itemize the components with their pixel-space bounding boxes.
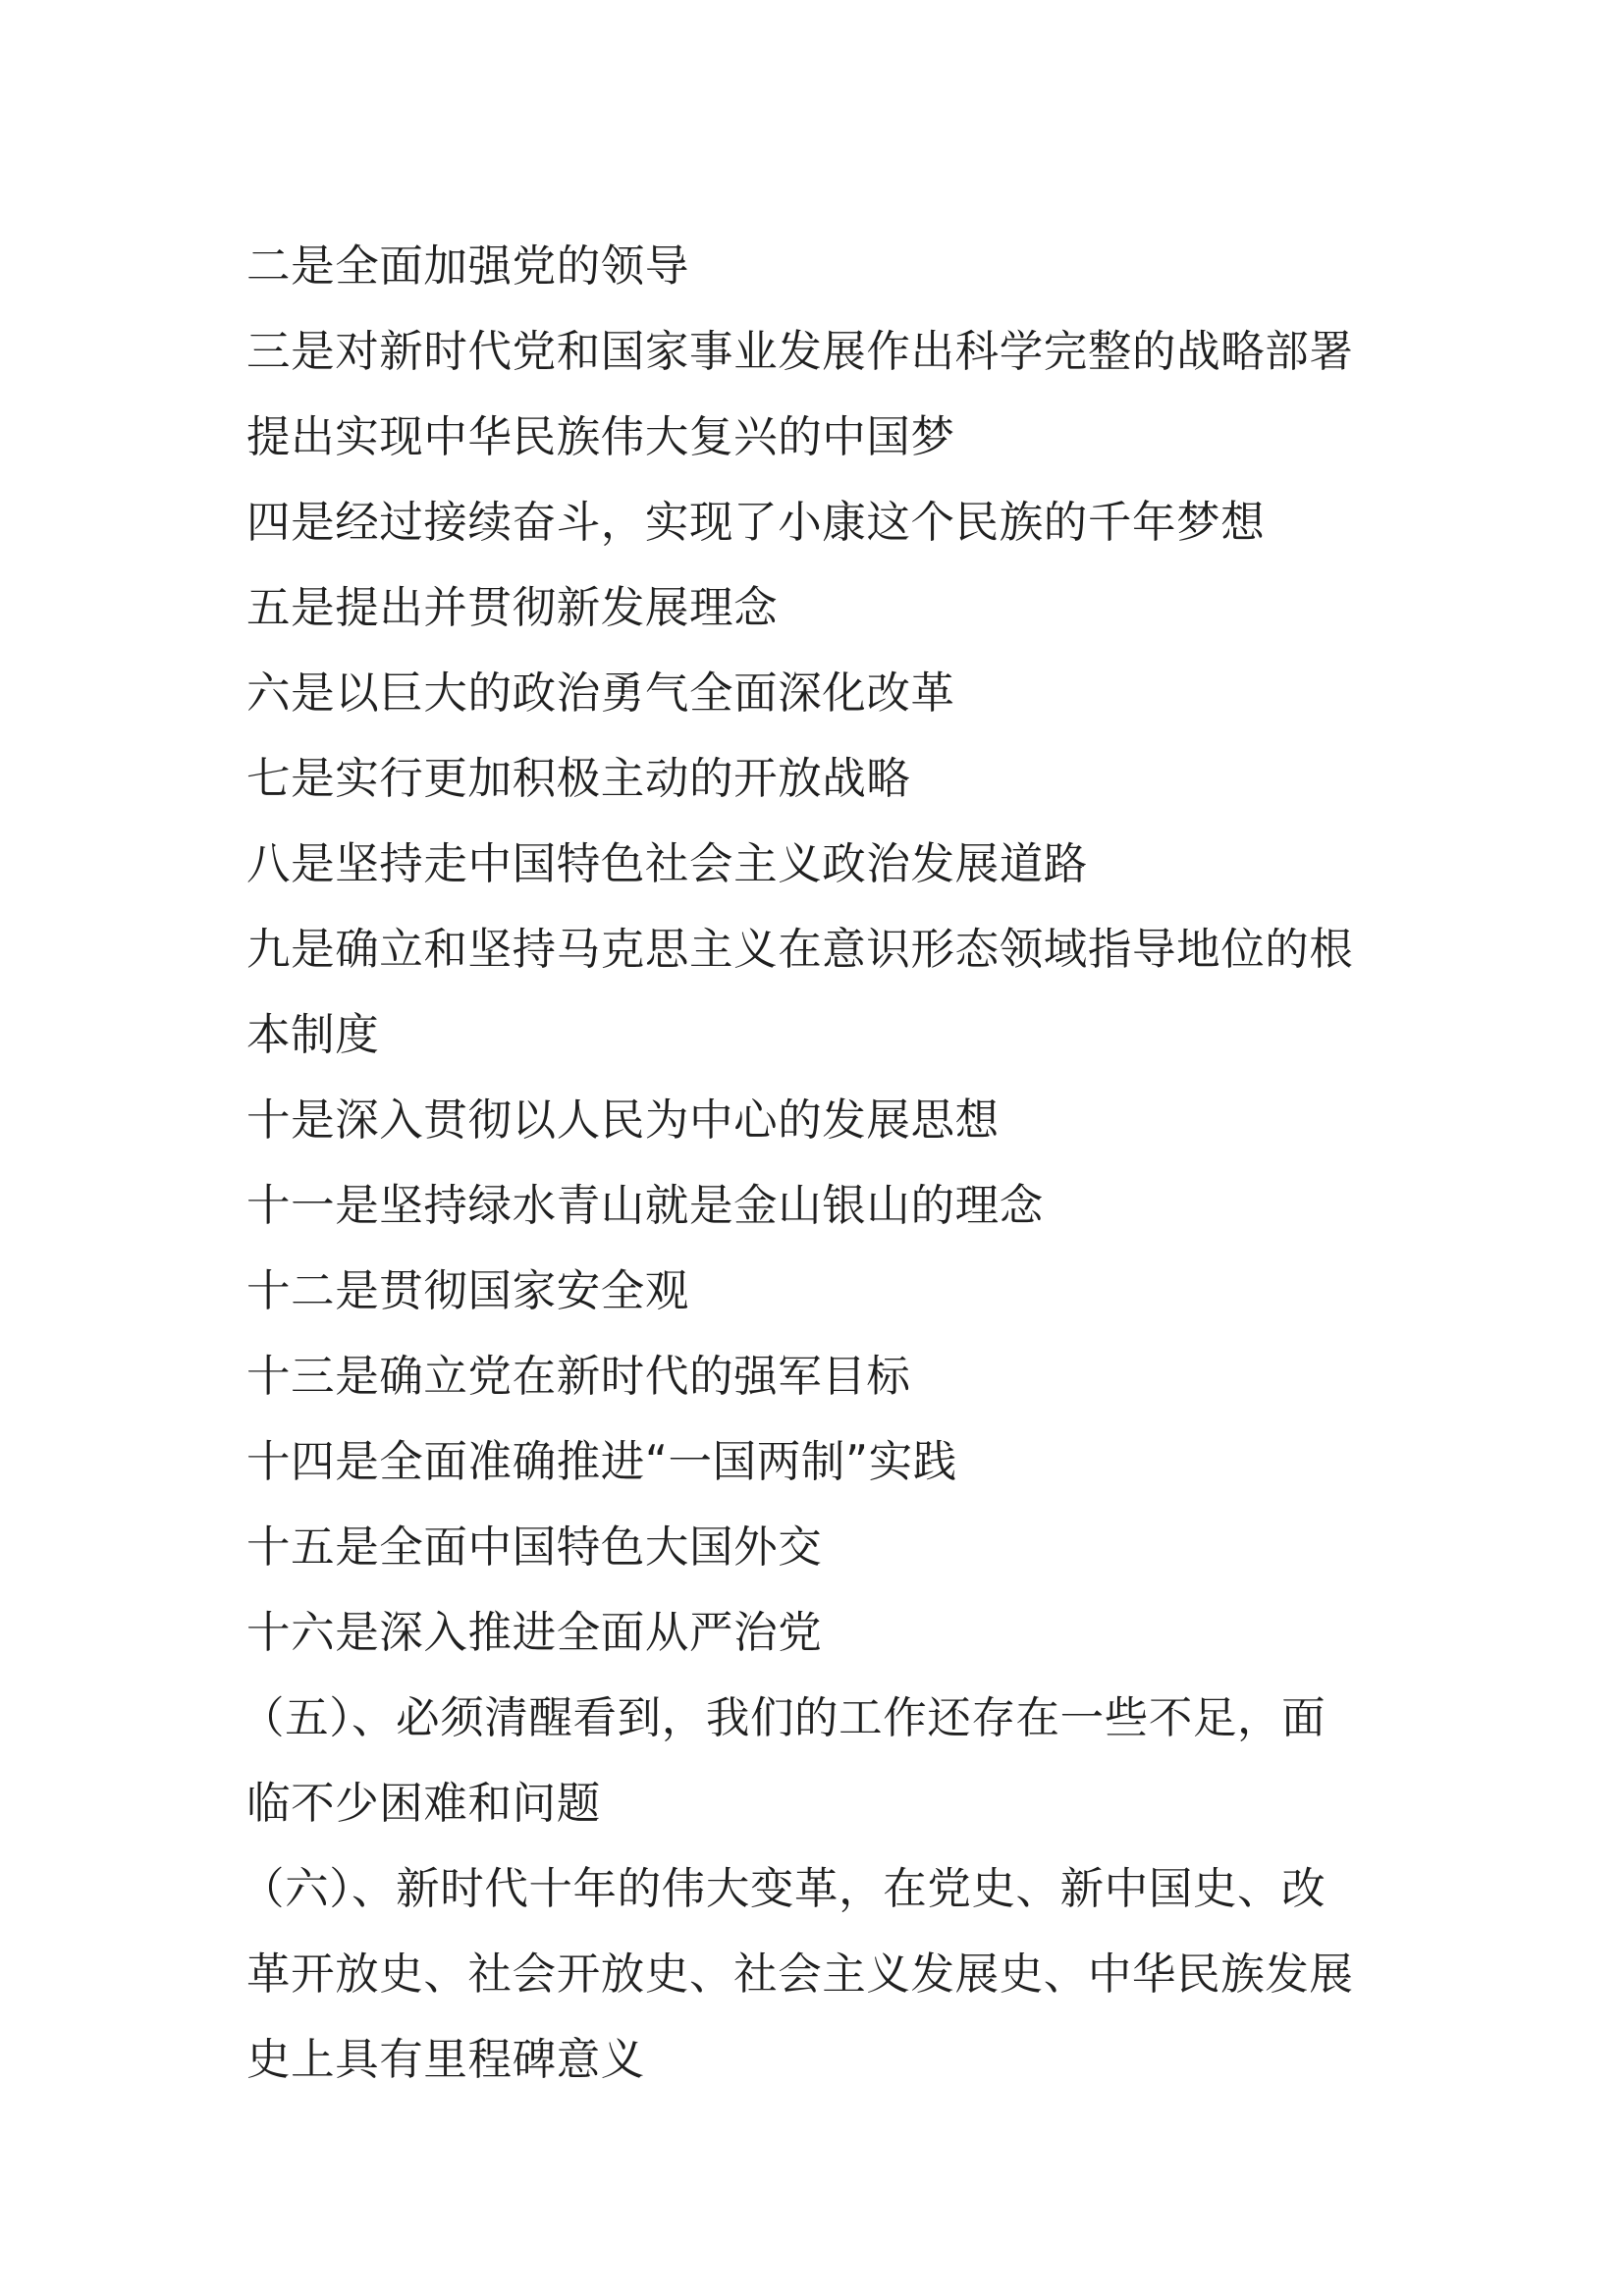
text-line: 十是深入贯彻以人民为中心的发展思想 <box>246 1095 1000 1146</box>
text-line: 史上具有里程碑意义 <box>246 2035 645 2085</box>
text-line: 十四是全面准确推进“一国两制”实践 <box>246 1437 957 1487</box>
text-line: 七是实行更加积极主动的开放战略 <box>246 754 911 804</box>
text-line: 十二是贯彻国家安全观 <box>246 1266 690 1316</box>
text-line: 九是确立和坚持马克思主义在意识形态领域指导地位的根 <box>246 925 1354 975</box>
text-line: （五）、必须清醒看到，我们的工作还存在一些不足，面 <box>241 1693 1326 1743</box>
text-line: 革开放史、社会开放史、社会主义发展史、中华民族发展 <box>246 1949 1354 2000</box>
text-line: （六）、新时代十年的伟大变革，在党史、新中国史、改 <box>241 1864 1326 1914</box>
text-line: 十五是全面中国特色大国外交 <box>246 1522 823 1573</box>
text-line: 八是坚持走中国特色社会主义政治发展道路 <box>246 839 1088 889</box>
text-line: 本制度 <box>246 1010 380 1060</box>
document-body <box>241 224 1387 2103</box>
text-line: 六是以巨大的政治勇气全面深化改革 <box>246 668 955 719</box>
text-line: 二是全面加强党的领导 <box>246 241 690 292</box>
text-line: 五是提出并贯彻新发展理念 <box>246 583 779 633</box>
text-line: 十三是确立党在新时代的强军目标 <box>246 1352 911 1402</box>
text-line: 四是经过接续奋斗，实现了小康这个民族的千年梦想 <box>246 498 1266 548</box>
text-line: 十六是深入推进全面从严治党 <box>246 1608 823 1658</box>
text-line: 三是对新时代党和国家事业发展作出科学完整的战略部署 <box>246 327 1354 377</box>
text-line: 十一是坚持绿水青山就是金山银山的理念 <box>246 1181 1044 1231</box>
text-line: 提出实现中华民族伟大复兴的中国梦 <box>246 412 955 462</box>
text-line: 临不少困难和问题 <box>246 1779 601 1829</box>
